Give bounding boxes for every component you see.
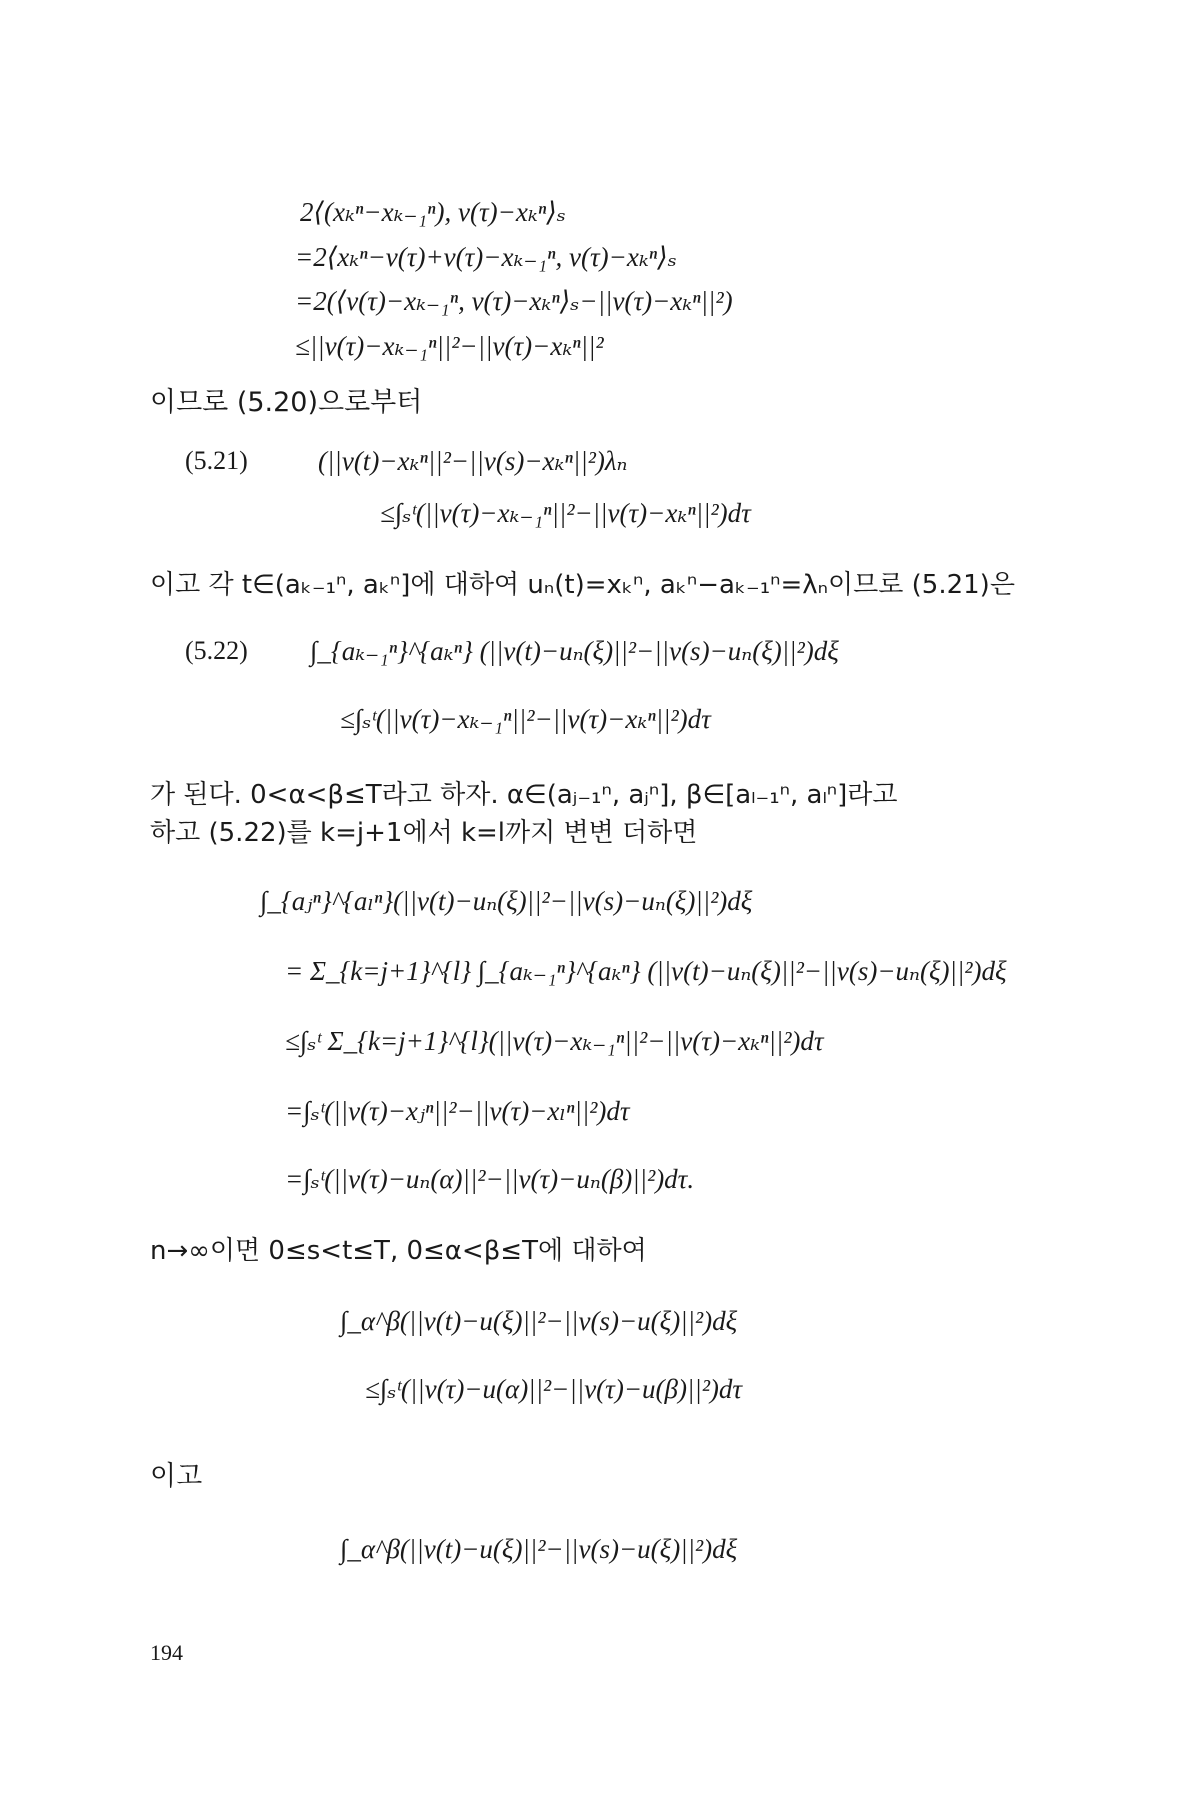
equation-line: = Σ_{k=j+1}^{l} ∫_{aₖ₋₁ⁿ}^{aₖⁿ} (||v(t)−uₙ(ξ)||²−||v(s)−uₙ(ξ)||²)dξ (285, 956, 1007, 986)
paragraph-text: 이고 (150, 1461, 203, 1492)
paragraph-text: 이므로 (5.20)으로부터 (150, 387, 423, 418)
equation-line: ≤∫ₛᵗ(||v(τ)−xₖ₋₁ⁿ||²−||v(τ)−xₖⁿ||²)dτ (340, 704, 711, 734)
equation-line: (||v(t)−xₖⁿ||²−||v(s)−xₖⁿ||²)λₙ (318, 446, 628, 476)
equation-line: =2⟨xₖⁿ−v(τ)+v(τ)−xₖ₋₁ⁿ, v(τ)−xₖⁿ⟩ₛ (295, 242, 677, 272)
equation-line: ∫_{aⱼⁿ}^{aₗⁿ}(||v(t)−uₙ(ξ)||²−||v(s)−uₙ(ξ)||²)dξ (260, 886, 753, 916)
equation-line: =∫ₛᵗ(||v(τ)−uₙ(α)||²−||v(τ)−uₙ(β)||²)dτ. (285, 1164, 695, 1194)
equation-number: (5.21) (185, 446, 248, 475)
equation-line: ≤∫ₛᵗ(||v(τ)−xₖ₋₁ⁿ||²−||v(τ)−xₖⁿ||²)dτ (380, 498, 751, 528)
paragraph-text: 하고 (5.22)를 k=j+1에서 k=l까지 변변 더하면 (150, 818, 698, 848)
equation-line: 2⟨(xₖⁿ−xₖ₋₁ⁿ), v(τ)−xₖⁿ⟩ₛ (300, 197, 566, 227)
paragraph-text: n→∞이면 0≤s<t≤T, 0≤α<β≤T에 대하여 (150, 1236, 647, 1266)
paragraph-text: 이고 각 t∈(aₖ₋₁ⁿ, aₖⁿ]에 대하여 uₙ(t)=xₖⁿ, aₖⁿ−aₖ₋₁ⁿ=λₙ이므로 (5.21)은 (150, 570, 1015, 600)
equation-line: ≤∫ₛᵗ(||v(τ)−u(α)||²−||v(τ)−u(β)||²)dτ (365, 1374, 743, 1404)
equation-line: =∫ₛᵗ(||v(τ)−xⱼⁿ||²−||v(τ)−xₗⁿ||²)dτ (285, 1096, 630, 1126)
equation-number: (5.22) (185, 636, 248, 665)
paragraph-text: 가 된다. 0<α<β≤T라고 하자. α∈(aⱼ₋₁ⁿ, aⱼⁿ], β∈[aₗ₋₁ⁿ, aₗⁿ]라고 (150, 780, 898, 810)
equation-line: ∫_α^β(||v(t)−u(ξ)||²−||v(s)−u(ξ)||²)dξ (340, 1306, 738, 1336)
equation-line: ∫_{aₖ₋₁ⁿ}^{aₖⁿ} (||v(t)−uₙ(ξ)||²−||v(s)−uₙ(ξ)||²)dξ (310, 636, 839, 666)
equation-line: ∫_α^β(||v(t)−u(ξ)||²−||v(s)−u(ξ)||²)dξ (340, 1534, 738, 1564)
equation-line: ≤∫ₛᵗ Σ_{k=j+1}^{l}(||v(τ)−xₖ₋₁ⁿ||²−||v(τ)−xₖⁿ||²)dτ (285, 1026, 824, 1056)
page-number: 194 (150, 1640, 183, 1665)
equation-line: ≤||v(τ)−xₖ₋₁ⁿ||²−||v(τ)−xₖⁿ||² (295, 331, 604, 361)
equation-line: =2(⟨v(τ)−xₖ₋₁ⁿ, v(τ)−xₖⁿ⟩ₛ−||v(τ)−xₖⁿ||²) (295, 286, 733, 316)
